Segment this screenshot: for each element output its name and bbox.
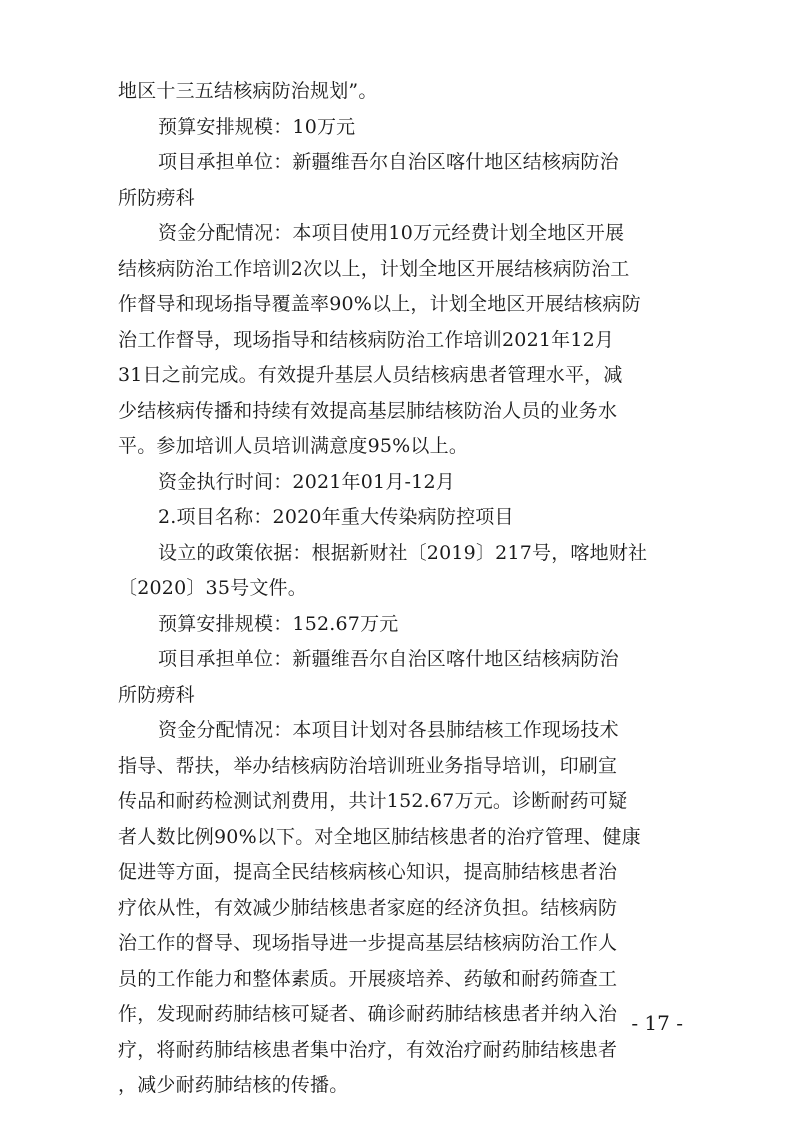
text-line: 作，发现耐药肺结核可疑者、确诊耐药肺结核患者并纳入治: [118, 1003, 618, 1025]
text-line: 〔2020〕35号文件。: [118, 577, 307, 599]
text-line: 疗，将耐药肺结核患者集中治疗，有效治疗耐药肺结核患者: [118, 1038, 618, 1061]
text-line: 预算安排规模：10万元: [158, 115, 356, 138]
text-line: 平。参加培训人员培训满意度95%以上。: [118, 435, 469, 457]
text-line: 预算安排规模：152.67万元: [158, 612, 399, 635]
text-line: 作督导和现场指导覆盖率90%以上，计划全地区开展结核病防: [118, 293, 641, 315]
text-line: 疗依从性，有效减少肺结核患者家庭的经济负担。结核病防: [118, 896, 618, 919]
text-line: 2.项目名称：2020年重大传染病防控项目: [158, 506, 514, 528]
text-line: 资金执行时间：2021年01月-12月: [158, 470, 455, 493]
text-line: 资金分配情况：本项目使用10万元经费计划全地区开展: [158, 222, 625, 244]
text-line: 所防痨科: [118, 186, 195, 209]
document-body: [118, 74, 684, 1104]
text-line: 治工作的督导、现场指导进一步提高基层结核病防治工作人: [118, 932, 618, 954]
text-line: 员的工作能力和整体素质。开展痰培养、药敏和耐药筛查工: [118, 967, 618, 990]
text-line: 项目承担单位：新疆维吾尔自治区喀什地区结核病防治: [158, 648, 619, 670]
text-line: ，减少耐药肺结核的传播。: [118, 1074, 349, 1096]
text-line: 地区十三五结核病防治规划”。: [118, 80, 378, 102]
text-line: 者人数比例90%以下。对全地区肺结核患者的治疗管理、健康: [118, 825, 641, 848]
text-line: 治工作督导，现场指导和结核病防治工作培训2021年12月: [118, 328, 615, 351]
text-line: 所防痨科: [118, 683, 195, 706]
text-line: 指导、帮扶，举办结核病防治培训班业务指导培训，印刷宣: [118, 754, 618, 777]
text-line: 结核病防治工作培训2次以上，计划全地区开展结核病防治工: [118, 257, 630, 280]
text-line: 传品和耐药检测试剂费用，共计152.67万元。诊断耐药可疑: [118, 790, 628, 812]
text-line: 促进等方面，提高全民结核病核心知识，提高肺结核患者治: [118, 861, 618, 883]
page-number: - 17 -: [631, 1011, 683, 1035]
text-line: 31日之前完成。有效提升基层人员结核病患者管理水平，减: [118, 364, 623, 386]
text-line: 项目承担单位：新疆维吾尔自治区喀什地区结核病防治: [158, 151, 619, 173]
text-line: 少结核病传播和持续有效提高基层肺结核防治人员的业务水: [118, 399, 618, 422]
text-line: 设立的政策依据：根据新财社〔2019〕217号，喀地财社: [158, 541, 648, 564]
text-line: 资金分配情况：本项目计划对各县肺结核工作现场技术: [158, 719, 619, 741]
